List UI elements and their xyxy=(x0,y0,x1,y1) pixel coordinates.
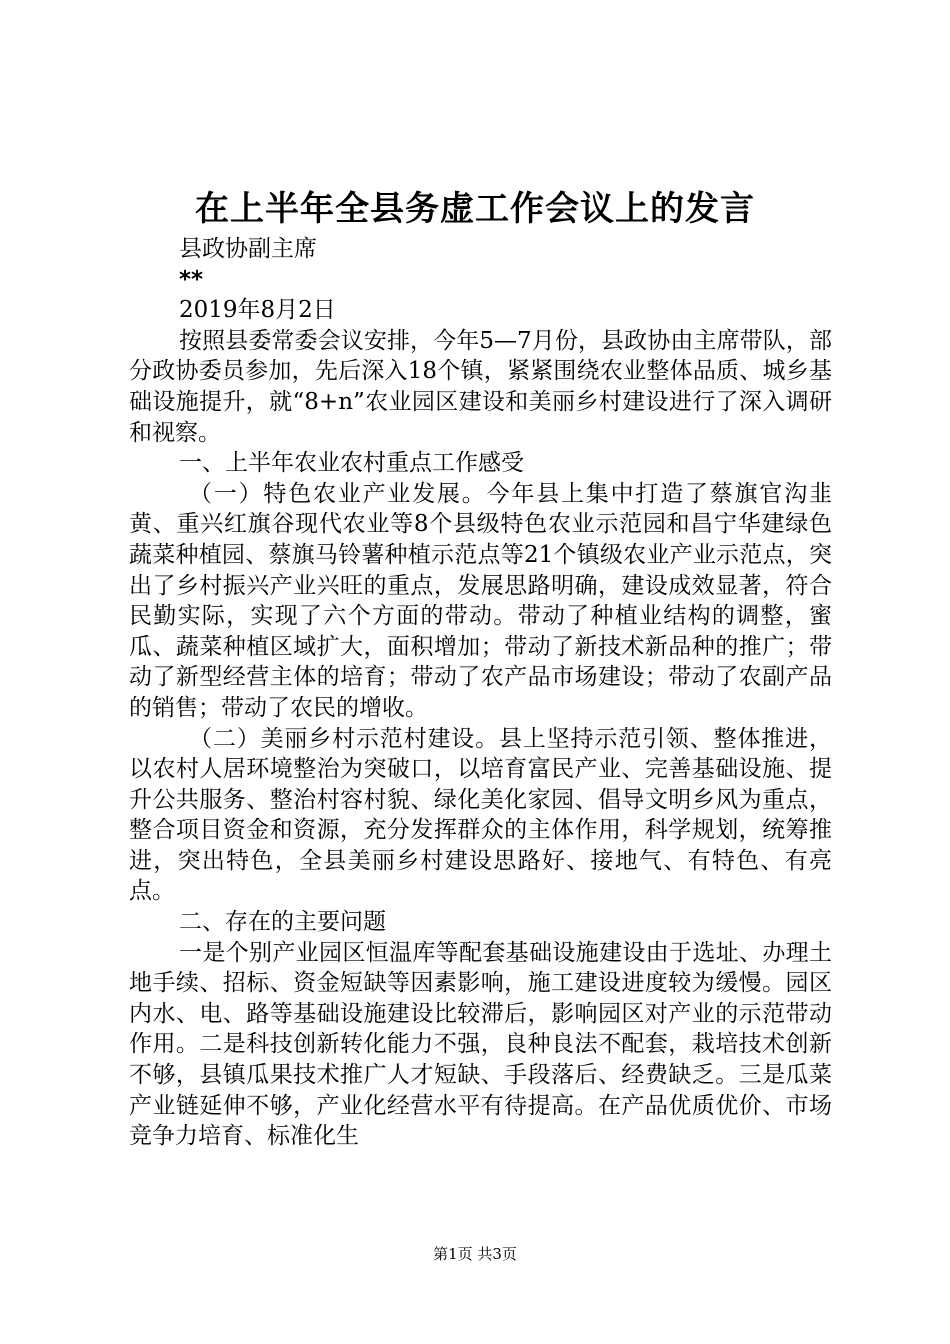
paragraph-agriculture: （一）特色农业产业发展。今年县上集中打造了蔡旗官沟韭黄、重兴红旗谷现代农业等8个县级特色农业示范园和昌宁华建绿色蔬菜种植园、蔡旗马铃薯种植示范点等21个镇级农业产业示范点，突出了乡村振兴产业兴旺的重点，发展思路明确，建设成效显著，符合民勤实际，实现了六个方面的带动。带动了种植业结构的调整，蜜瓜、蔬菜种植区域扩大，面积增加；带动了新技术新品种的推广；带动了新型经营主体的培育；带动了农产品市场建设；带动了农副产品的销售；带动了农民的增收。 xyxy=(129,480,832,721)
paragraph-intro: 按照县委常委会议安排，今年5—7月份，县政协由主席带队，部分政协委员参加，先后深入18个镇，紧紧围绕农业整体品质、城乡基础设施提升，就“8+n”农业园区建设和美丽乡村建设进行了深入调研和视察。 xyxy=(129,327,832,446)
paragraph-problems: 一是个别产业园区恒温库等配套基础设施建设由于选址、办理土地手续、招标、资金短缺等因素影响，施工建设进度较为缓慢。园区内水、电、路等基础设施建设比较滞后，影响园区对产业的示范带动作用。二是科技创新转化能力不强，良种良法不配套，栽培技术创新不够，县镇瓜果技术推广人才短缺、手段落后、经费缺乏。三是瓜菜产业链延伸不够，产业化经营水平有待提高。在产品优质优价、市场竞争力培育、标准化生 xyxy=(129,939,832,1150)
document-body xyxy=(129,234,832,1152)
author-title: 县政协副主席 xyxy=(179,236,317,262)
paragraph-village: （二）美丽乡村示范村建设。县上坚持示范引领、整体推进，以农村人居环境整治为突破口，以培育富民产业、完善基础设施、提升公共服务、整治村容村貌、绿化美化家园、倡导文明乡风为重点，整合项目资金和资源，充分发挥群众的主体作用，科学规划，统筹推进，突出特色，全县美丽乡村建设思路好、接地气、有特色、有亮点。 xyxy=(129,725,832,905)
document-date: 2019年8月2日 xyxy=(179,297,336,324)
document-title: 在上半年全县务虚工作会议上的发言 xyxy=(195,189,755,229)
page-footer: 第1页 共3页 xyxy=(433,1245,517,1263)
section-heading-2: 二、存在的主要问题 xyxy=(179,909,386,936)
author-name: ** xyxy=(179,266,204,293)
section-heading-1: 一、上半年农业农村重点工作感受 xyxy=(179,450,524,477)
